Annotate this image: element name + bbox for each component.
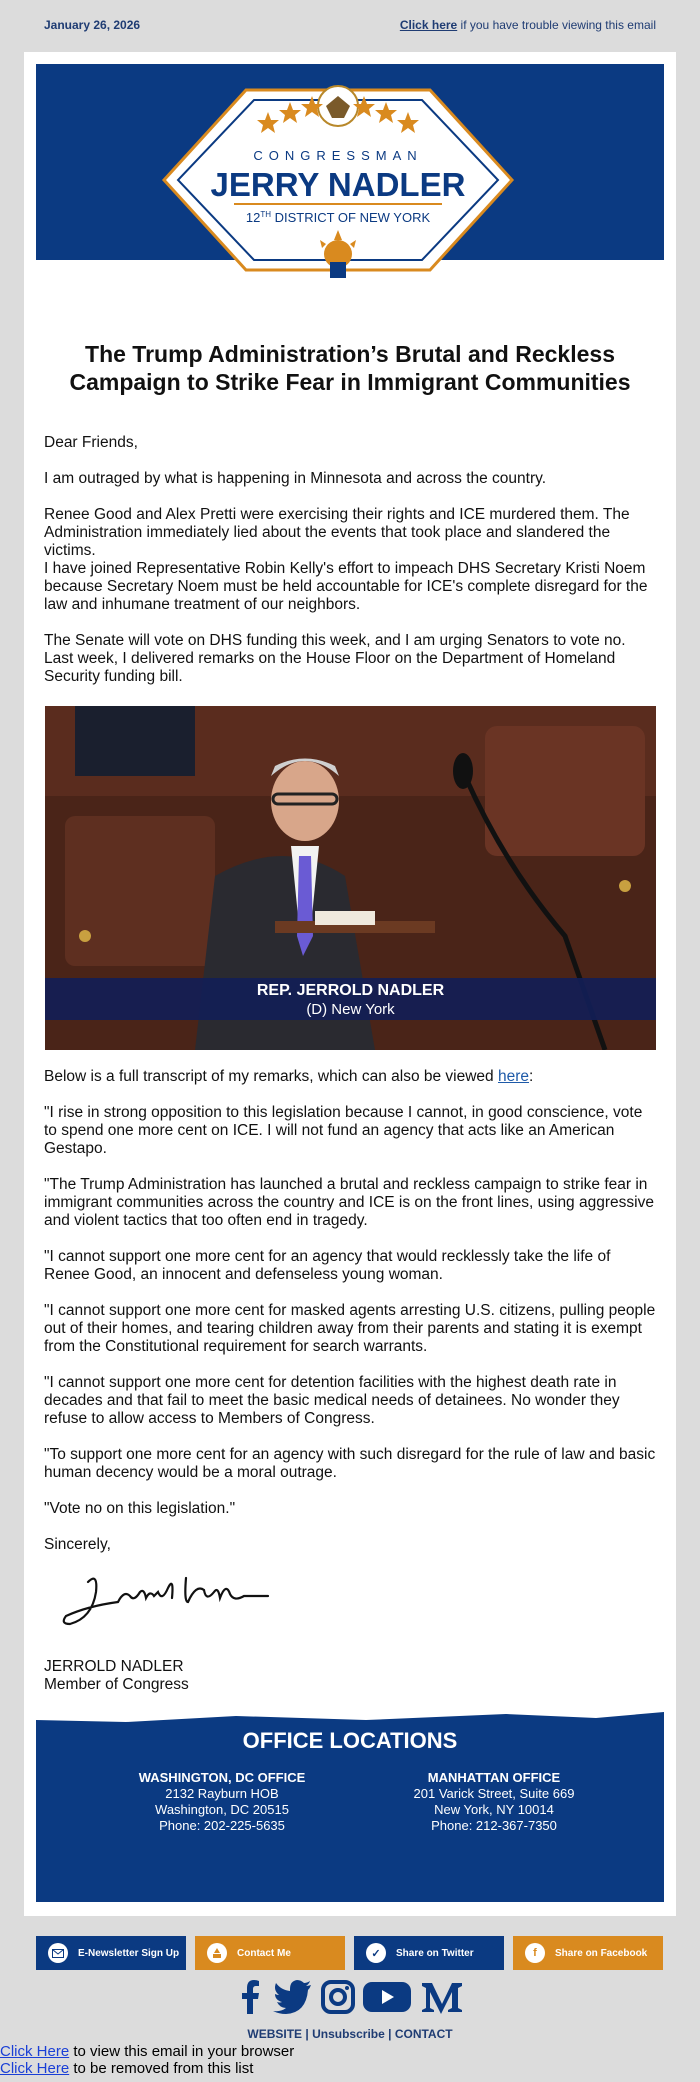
remove-from-list-line: Click Here to be removed from this list — [0, 2060, 254, 2077]
dc-office-line1: 2132 Rayburn HOB — [165, 1786, 279, 1801]
capitol-icon — [207, 1943, 227, 1963]
dc-office — [92, 1770, 352, 1834]
ny-office — [364, 1770, 624, 1834]
greeting: Dear Friends, — [44, 434, 138, 451]
paragraph-2: Renee Good and Alex Pretti were exercising their rights and ICE murdered them. The Administration immediately lied about the events that took place and slandered the victims. — [44, 506, 630, 559]
website-link[interactable]: WEBSITE — [247, 2027, 303, 2041]
top-bar — [44, 18, 656, 38]
view-in-browser-line: Click Here to view this email in your browser — [0, 2043, 295, 2060]
share-twitter-button[interactable]: ✓ Share on Twitter — [354, 1936, 504, 1970]
twitter-icon[interactable] — [273, 1980, 313, 2014]
social-icon-row — [0, 1980, 700, 2016]
signer-block — [44, 1658, 656, 1694]
congressman-logo — [150, 62, 526, 292]
transcript-here-link[interactable]: here — [497, 1068, 530, 1085]
office-locations — [36, 1722, 664, 1902]
signer-name: JERROLD NADLER — [44, 1658, 184, 1675]
logo-badge — [150, 62, 526, 292]
transcript-intro: Below is a full transcript of my remarks, which can also be viewed here: — [44, 1068, 534, 1085]
quote-3: "I cannot support one more cent for an agency that would recklessly take the life of Renee Good, an innocent and defenseless young woman. — [44, 1248, 611, 1283]
paragraph-1: I am outraged by what is happening in Minnesota and across the country. — [44, 470, 547, 487]
remove-from-list-link[interactable]: Click Here — [0, 2060, 70, 2077]
youtube-icon[interactable] — [363, 1980, 411, 2014]
dc-office-phone: Phone: 202-225-5635 — [159, 1818, 285, 1833]
dc-office-line2: Washington, DC 20515 — [155, 1802, 289, 1817]
video-speaker-name: REP. JERROLD NADLER — [256, 982, 445, 999]
unsubscribe-link[interactable]: Unsubscribe — [312, 2027, 385, 2041]
logo-congressman: CONGRESSMAN — [253, 148, 423, 163]
trouble-text: if you have trouble viewing this email — [457, 18, 656, 32]
signer-title: Member of Congress — [44, 1676, 189, 1693]
trouble-viewing-notice — [400, 18, 656, 32]
ny-office-name: MANHATTAN OFFICE — [427, 1770, 561, 1785]
instagram-icon[interactable] — [321, 1980, 355, 2014]
video-lower-third — [45, 978, 656, 1020]
contact-link[interactable]: CONTACT — [394, 2027, 453, 2041]
facebook-icon[interactable] — [236, 1980, 264, 2014]
office-locations-title: OFFICE LOCATIONS — [242, 1728, 458, 1753]
social-button-row — [36, 1936, 664, 1972]
quote-1: "I rise in strong opposition to this legislation because I cannot, in good conscience, vote to spend one more cent on ICE. I will not fund an agency that acts like an American Gestapo. — [44, 1104, 643, 1157]
quote-2: "The Trump Administration has launched a brutal and reckless campaign to strike fear in immigrant communities across the country and ICE is on the front lines, using aggressive and violent tactics that too often end in tragedy. — [44, 1176, 654, 1229]
ny-office-line1: 201 Varick Street, Suite 669 — [413, 1786, 575, 1801]
contact-me-button[interactable]: Contact Me — [195, 1936, 345, 1970]
view-in-browser-link[interactable]: Click Here — [0, 2043, 70, 2060]
ny-office-line2: New York, NY 10014 — [434, 1802, 554, 1817]
share-facebook-button[interactable]: f Share on Facebook — [513, 1936, 663, 1970]
article-headline: The Trump Administration’s Brutal and Reckless Campaign to Strike Fear in Immigrant Communities — [69, 341, 631, 395]
video-speaker-party: (D) New York — [306, 1001, 395, 1018]
envelope-icon — [48, 1943, 68, 1963]
closing: Sincerely, — [44, 1536, 111, 1553]
quote-6: "To support one more cent for an agency with such disregard for the rule of law and basic human decency would be a moral outrage. — [44, 1446, 656, 1481]
footer-links: WEBSITE | Unsubscribe | CONTACT — [247, 2027, 453, 2041]
dc-office-name: WASHINGTON, DC OFFICE — [138, 1770, 306, 1785]
click-here-link[interactable]: Click here — [399, 18, 458, 32]
email-card — [24, 52, 676, 1916]
paragraph-4: The Senate will vote on DHS funding this week, and I am urging Senators to vote no. Last week, I delivered remarks on the House Floor on the Department of Homeland Security funding bill. — [44, 632, 626, 685]
newsletter-signup-button[interactable]: E-Newsletter Sign Up — [36, 1936, 186, 1970]
paragraph-3: I have joined Representative Robin Kelly's effort to impeach DHS Secretary Kristi Noem because Secretary Noem must be held accountable for ICE's complete disregard for the law and inhumane treatment of our neighbors. — [44, 560, 648, 613]
video-thumbnail[interactable] — [45, 706, 656, 1050]
signature-image — [58, 1562, 278, 1642]
twitter-icon: ✓ — [366, 1943, 386, 1963]
quote-5: "I cannot support one more cent for detention facilities with the highest death rate in decades and that fail to meet the basic medical needs of detainees. No wonder they refuse to allow access to Members of Congress. — [44, 1374, 620, 1427]
email-date: January 26, 2026 — [44, 18, 141, 32]
facebook-icon: f — [525, 1943, 545, 1963]
medium-icon[interactable] — [420, 1980, 464, 2014]
quote-4: "I cannot support one more cent for masked agents arresting U.S. citizens, pulling people out of their homes, and tearing children away from their parents and stating it is exempt from the Constitutional requirement for search warrants. — [44, 1302, 656, 1355]
ny-office-phone: Phone: 212-367-7350 — [431, 1818, 557, 1833]
logo-district: 12TH DISTRICT OF NEW YORK — [245, 210, 431, 225]
quote-7: "Vote no on this legislation." — [44, 1500, 236, 1517]
logo-name: JERRY NADLER — [210, 166, 466, 203]
bottom-links — [0, 2043, 294, 2077]
